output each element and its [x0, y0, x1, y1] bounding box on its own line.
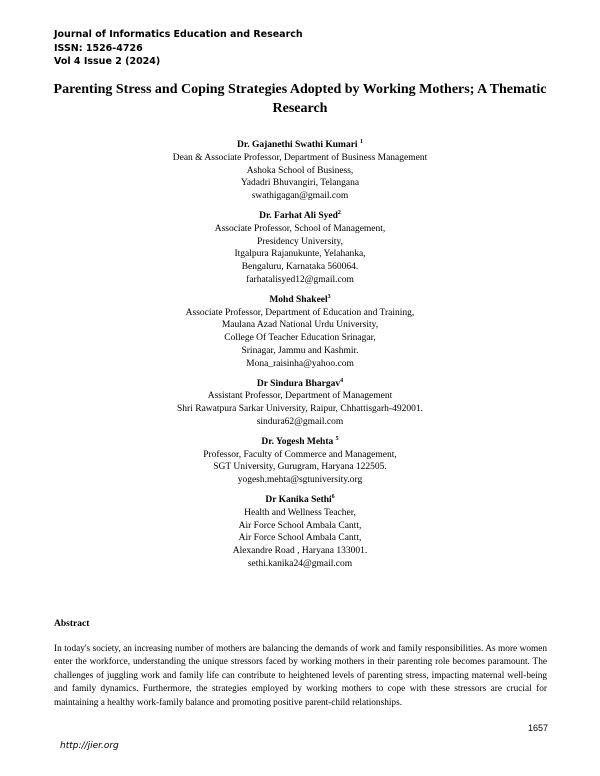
author-affiliation-line: Professor, Faculty of Commerce and Management,: [203, 449, 397, 460]
author-name: Dr Sindura Bhargav$^4$: [256, 377, 344, 389]
author-affiliation-line: Bengaluru, Karnataka 560064.: [241, 262, 359, 273]
author-affiliation-marker: 3: [327, 293, 331, 300]
author-affiliation-line: Associate Professor, Department of Education and Training,: [185, 307, 415, 318]
author-affiliation-line: Alexandre Road , Haryana 133001.: [232, 546, 368, 557]
footer-url: http://jier.org: [60, 741, 119, 751]
author-email: sindura62@gmail.com: [256, 416, 344, 427]
author-affiliation-marker: 4: [340, 377, 344, 384]
author-email: farhatalisyed12@gmail.com: [246, 274, 354, 285]
author-affiliation-line: Shri Rawatpura Sarkar University, Raipur, Chhattisgarh-492001.: [177, 404, 423, 415]
author-affiliation-line: Srinagar, Jammu and Kashmir.: [241, 345, 359, 356]
author-affiliation-marker: 1: [359, 138, 363, 145]
author-affiliation-marker: 6: [331, 493, 335, 500]
author-affiliation-line: Maulana Azad National Urdu University,: [221, 320, 379, 331]
journal-issn: ISSN: 1526-4726: [54, 42, 143, 54]
page-number: 1657: [527, 723, 548, 733]
author-affiliation-line: College Of Teacher Education Srinagar,: [224, 333, 376, 344]
author-affiliation-line: Air Force School Ambala Cantt,: [238, 533, 362, 544]
journal-header: [54, 28, 303, 69]
author-block-4: [0, 378, 600, 429]
author-email: yogesh.mehta@sgtuniversity.org: [237, 475, 363, 486]
author-email: swathigagan@gmail.com: [251, 191, 349, 202]
author-name: Dr. Farhat Ali Syed$^2$: [259, 209, 341, 221]
author-affiliation-line: Presidency University,: [257, 236, 343, 247]
author-block-3: [0, 294, 600, 371]
author-affiliation-line: Itgalpura Rajanukunte, Yelahanka,: [234, 249, 366, 260]
abstract-body: In today's society, an increasing number of mothers are balancing the demands of work and family responsibilities. As more women enter the workforce, understanding the unique stressors faced by working mothers in their parenting role becomes paramount. The challenges of juggling work and family life can contribute to heightened levels of parenting stress, impacting maternal well-being and family dynamics. Furthermore, the strategies employed by working mothers to cope with these stressors are crucial for maintaining a healthy work-family balance and promoting positive parent-child relationships.: [54, 644, 547, 708]
author-affiliation-line: SGT University, Gurugram, Haryana 122505.: [213, 462, 387, 473]
author-affiliation-line: Air Force School Ambala Cantt,: [238, 520, 362, 531]
author-email: sethi.kanika24@gmail.com: [247, 558, 353, 569]
journal-volume: Vol 4 Issue 2 (2024): [54, 56, 161, 67]
author-block-1: [0, 139, 600, 203]
author-name: Dr Kanika Sethi$^6$: [265, 493, 335, 505]
author-name: Mohd Shakeel$^3$: [269, 293, 331, 305]
author-affiliation-line: Assistant Professor, Department of Management: [207, 391, 393, 402]
author-block-5: [0, 436, 600, 487]
paper-title-line-1: Parenting Stress and Coping Strategies Adopted by Working Mothers; A Thematic: [53, 82, 547, 97]
author-block-2: [0, 210, 600, 287]
author-affiliation-marker: 2: [337, 209, 341, 216]
author-affiliation-line: Health and Wellness Teacher,: [244, 507, 356, 518]
author-block-6: [0, 494, 600, 571]
author-affiliation-marker: 5: [335, 435, 339, 442]
author-name: Dr. Gajanethi Swathi Kumari $^1$: [237, 138, 363, 150]
author-affiliation-line: Associate Professor, School of Management,: [214, 223, 386, 234]
paper-title: [40, 80, 560, 118]
journal-name: Journal of Informatics Education and Research: [54, 29, 303, 40]
paper-title-line-2: Research: [272, 101, 328, 116]
author-email: Mona_raisinha@yahoo.com: [246, 358, 354, 369]
author-list: [0, 139, 600, 578]
author-affiliation-line: Dean & Associate Professor, Department of Business Management: [172, 152, 428, 163]
abstract-heading: Abstract: [54, 619, 90, 629]
author-affiliation-line: Ashoka School of Business,: [246, 165, 354, 176]
author-affiliation-line: Yadadri Bhuvangiri, Telangana: [240, 178, 360, 189]
author-name: Dr. Yogesh Mehta $^5$: [261, 435, 339, 447]
